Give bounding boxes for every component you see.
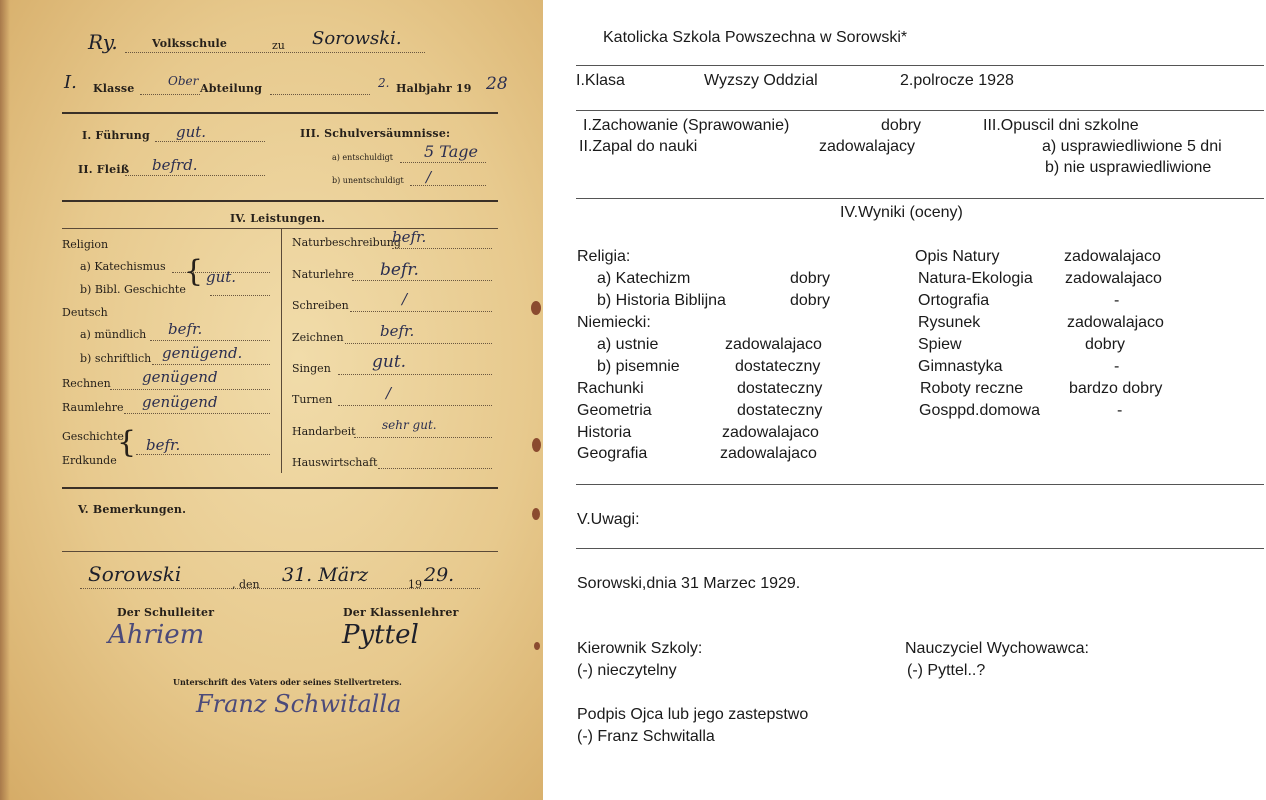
grade-label-handarbeit: Handarbeit	[292, 425, 356, 438]
grade-value-raumlehre: genügend	[142, 393, 218, 411]
dotted-line	[210, 295, 270, 296]
grade-label-gospodarstwo-domowe: Gosppd.domowa	[919, 402, 1040, 419]
grade-value-opis-natury: zadowalajaco	[1064, 248, 1161, 265]
year-handwritten: 28	[486, 74, 508, 94]
grade-value-roboty-reczne: bardzo dobry	[1069, 380, 1163, 397]
father-label: Podpis Ojca lub jego zastepstwo	[577, 706, 809, 723]
history-grade: befr.	[146, 436, 181, 454]
dotted-line	[345, 343, 492, 344]
binding-hole	[532, 508, 540, 520]
teacher-signature: Pyttel	[342, 620, 419, 650]
dotted-line	[338, 405, 492, 406]
grade-label-roboty-reczne: Roboty reczne	[920, 380, 1024, 397]
dotted-line	[140, 94, 200, 95]
original-report-card-scan	[0, 0, 543, 800]
dotted-line	[150, 340, 270, 341]
halbjahr-handwritten: 2.	[378, 76, 390, 90]
grade-label-zeichnen: Zeichnen	[292, 331, 344, 344]
opuscil-label: III.Opuscil dni szkolne	[983, 117, 1139, 134]
class-number-handwritten: I.	[64, 72, 77, 93]
divider	[576, 65, 1264, 66]
year-prefix: 19	[408, 578, 422, 591]
grade-label-deutsch: Deutsch	[62, 306, 108, 319]
grade-label-spiew: Spiew	[918, 336, 962, 353]
dotted-line	[110, 389, 270, 390]
grade-value-singen: gut.	[372, 352, 407, 372]
oddzial: Wyzszy Oddzial	[704, 72, 818, 89]
grade-label-niemiecki: Niemiecki:	[577, 314, 651, 331]
section-rule	[62, 112, 498, 114]
grade-value-turnen: /	[386, 384, 392, 402]
fleiss-label: II. Fleiß	[78, 163, 130, 176]
fleiss-value: befrd.	[152, 156, 198, 174]
dotted-line	[270, 94, 370, 95]
section-rule	[62, 200, 498, 202]
grade-label-religia: Religia:	[577, 248, 631, 265]
zapal-label: II.Zapal do nauki	[579, 138, 698, 155]
abteilung-handwritten: Ober	[168, 74, 199, 88]
unexcused-label: b) unentschuldigt	[332, 176, 404, 185]
grade-value-historia: zadowalajaco	[722, 424, 819, 441]
place-handwritten: Sorowski.	[312, 28, 402, 49]
klasse-label: Klasse	[93, 82, 135, 95]
grade-label-katechismus: a) Katechismus	[80, 260, 166, 273]
halbjahr-label: Halbjahr 19	[396, 82, 472, 95]
grade-label-hauswirtschaft: Hauswirtschaft	[292, 456, 378, 469]
unexcused-value: /	[426, 168, 432, 186]
translation-title: Katolicka Szkola Powszechna w Sorowski*	[603, 29, 908, 46]
school-type-handwritten: Ry.	[88, 30, 118, 54]
section-rule	[62, 228, 498, 229]
fuehrung-value: gut.	[176, 123, 207, 141]
father-signature-label: Unterschrift des Vaters oder seines Stellvertreters.	[173, 677, 402, 687]
religion-grade: gut.	[206, 268, 237, 286]
grade-value-muendlich: befr.	[168, 320, 203, 338]
grade-value-schreiben: /	[402, 290, 408, 308]
divider	[576, 198, 1264, 199]
teacher-label: Nauczyciel Wychowawca:	[905, 640, 1089, 657]
grade-label-naturlehre: Naturlehre	[292, 268, 354, 281]
grade-value-gospodarstwo-domowe: -	[1117, 402, 1123, 419]
grade-value-ortografia: -	[1114, 292, 1120, 309]
teacher-value: (-) Pyttel..?	[907, 662, 986, 679]
dotted-line	[338, 374, 492, 375]
polrocze: 2.polrocze 1928	[900, 72, 1014, 89]
grade-value-naturbeschreibung: befr.	[392, 228, 427, 246]
divider	[576, 110, 1264, 111]
divider	[576, 484, 1264, 485]
polish-translation	[543, 0, 1266, 800]
remarks-label: V.Uwagi:	[577, 511, 640, 528]
grade-label-schreiben: Schreiben	[292, 299, 349, 312]
dotted-line	[378, 468, 492, 469]
grade-label-ustnie: a) ustnie	[597, 336, 659, 353]
grade-label-natura-ekologia: Natura-Ekologia	[918, 270, 1033, 287]
den-label: , den	[232, 578, 260, 591]
grade-value-handarbeit: sehr gut.	[382, 418, 437, 432]
binding-hole	[534, 642, 540, 650]
brace-religion: {	[184, 254, 204, 289]
dotted-line	[350, 311, 492, 312]
remarks-label: V. Bemerkungen.	[78, 503, 187, 516]
headmaster-label: Kierownik Szkoly:	[577, 640, 703, 657]
dotted-line	[125, 52, 425, 53]
page-edge-shadow	[0, 0, 10, 800]
grade-value-historia-biblijna: dobry	[790, 292, 831, 309]
grade-value-schriftlich: genügend.	[162, 344, 243, 362]
dotted-line	[352, 280, 492, 281]
headmaster-signature: Ahriem	[108, 620, 205, 650]
grade-label-geometria: Geometria	[577, 402, 652, 419]
dotted-line	[124, 413, 270, 414]
divider	[576, 548, 1264, 549]
grade-value-geometria: dostateczny	[737, 402, 823, 419]
binding-hole	[532, 438, 541, 452]
grade-value-rechnen: genügend	[142, 368, 218, 386]
section-rule	[62, 551, 498, 552]
dotted-line	[354, 437, 492, 438]
grade-label-opis-natury: Opis Natury	[915, 248, 1000, 265]
binding-hole	[531, 301, 541, 315]
excused-label: a) entschuldigt	[332, 153, 393, 162]
fuehrung-label: I. Führung	[82, 129, 150, 142]
father-value: (-) Franz Schwitalla	[577, 728, 715, 745]
teacher-label: Der Klassenlehrer	[343, 606, 459, 619]
excused-days: a) usprawiedliwione 5 dni	[1042, 138, 1222, 155]
dotted-line	[392, 248, 492, 249]
grade-label-raumlehre: Raumlehre	[62, 401, 124, 414]
grade-label-gimnastyka: Gimnastyka	[918, 358, 1003, 375]
date-year-handwritten: 29.	[424, 564, 455, 586]
grade-label-historia: Historia	[577, 424, 632, 441]
zu-label: zu	[272, 39, 285, 52]
grade-label-rachunki: Rachunki	[577, 380, 644, 397]
grade-label-geschichte: Geschichte	[62, 430, 124, 443]
grades-heading: IV. Leistungen.	[230, 212, 326, 225]
grade-value-naturlehre: befr.	[380, 260, 419, 280]
grade-label-katechizm: a) Katechizm	[597, 270, 691, 287]
date-line: Sorowski,dnia 31 Marzec 1929.	[577, 575, 801, 592]
grade-label-geografia: Geografia	[577, 445, 648, 462]
grade-label-pisemnie: b) pisemnie	[597, 358, 680, 375]
grade-label-bibl-geschichte: b) Bibl. Geschichte	[80, 283, 186, 296]
father-signature: Franz Schwitalla	[196, 690, 402, 718]
dotted-line	[400, 162, 486, 163]
grade-value-rysunek: zadowalajaco	[1067, 314, 1164, 331]
grade-value-ustnie: zadowalajaco	[725, 336, 822, 353]
grade-label-naturbeschreibung: Naturbeschreibung	[292, 236, 401, 249]
headmaster-value: (-) nieczytelny	[577, 662, 677, 679]
grade-label-schriftlich: b) schriftlich	[80, 352, 152, 365]
abteilung-label: Abteilung	[200, 82, 263, 95]
grade-value-spiew: dobry	[1085, 336, 1126, 353]
klasa: I.Klasa	[576, 72, 625, 89]
grade-label-muendlich: a) mündlich	[80, 328, 147, 341]
date-place-handwritten: Sorowski	[88, 562, 182, 586]
grade-label-ortografia: Ortografia	[918, 292, 990, 309]
excused-value: 5 Tage	[424, 142, 478, 161]
grade-label-erdkunde: Erdkunde	[62, 454, 117, 467]
grade-label-religion: Religion	[62, 238, 109, 251]
grade-value-zeichnen: befr.	[380, 322, 415, 340]
grade-label-rysunek: Rysunek	[918, 314, 981, 331]
dotted-line	[155, 141, 265, 142]
dotted-line	[136, 454, 270, 455]
dotted-line	[152, 364, 270, 365]
date-day-month-handwritten: 31. März	[282, 564, 369, 586]
brace-history: {	[117, 425, 137, 460]
grades-heading: IV.Wyniki (oceny)	[840, 204, 963, 221]
headmaster-label: Der Schulleiter	[117, 606, 215, 619]
volksschule-label: Volksschule	[152, 37, 228, 50]
grade-value-pisemnie: dostateczny	[735, 358, 821, 375]
absence-label: III. Schulversäumnisse:	[300, 127, 451, 140]
grade-value-rachunki: dostateczny	[737, 380, 823, 397]
zapal-value: zadowalajacy	[819, 138, 916, 155]
grade-label-singen: Singen	[292, 362, 331, 375]
grade-value-katechizm: dobry	[790, 270, 831, 287]
grade-label-historia-biblijna: b) Historia Biblijna	[597, 292, 726, 309]
grade-value-geografia: zadowalajaco	[720, 445, 817, 462]
grade-value-gimnastyka: -	[1114, 358, 1120, 375]
grade-label-turnen: Turnen	[292, 393, 333, 406]
zachowanie-value: dobry	[881, 117, 922, 134]
unexcused-days: b) nie usprawiedliwione	[1045, 159, 1212, 176]
section-rule	[62, 487, 498, 489]
column-divider	[281, 228, 282, 473]
zachowanie-label: I.Zachowanie (Sprawowanie)	[583, 117, 790, 134]
dotted-line	[410, 185, 486, 186]
dotted-line	[125, 175, 265, 176]
grade-value-natura-ekologia: zadowalajaco	[1065, 270, 1162, 287]
grade-label-rechnen: Rechnen	[62, 377, 111, 390]
